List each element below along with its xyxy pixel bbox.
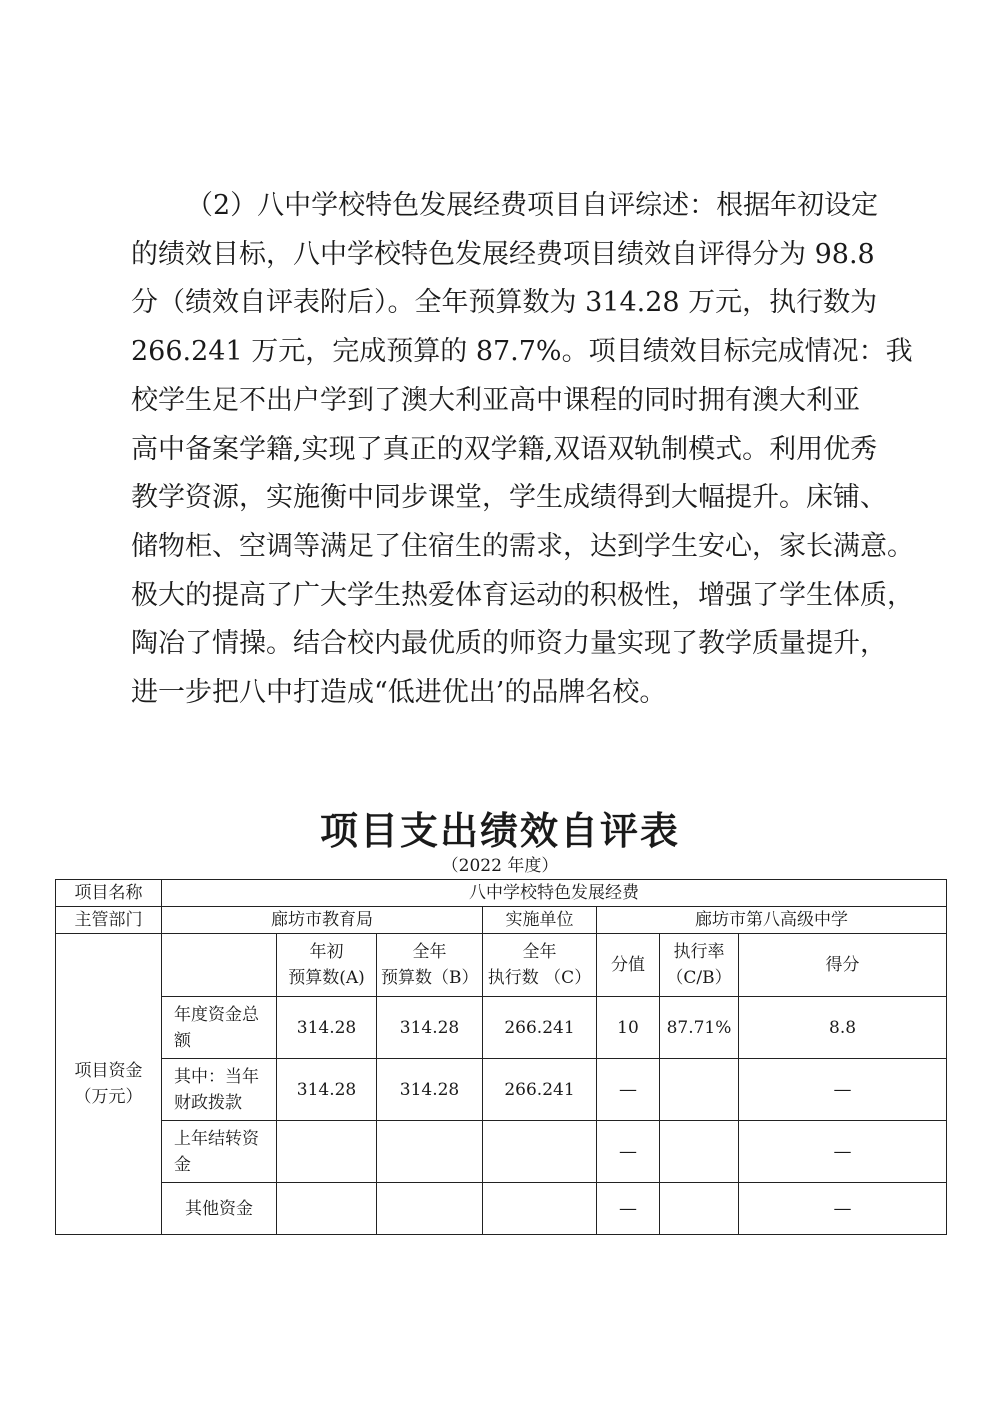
row-label-line: 财政拨款 (174, 1092, 242, 1113)
impl-label: 实施单位 (483, 907, 597, 934)
header-b-line: 全年 (412, 942, 447, 962)
project-name-label: 项目名称 (56, 880, 162, 907)
funds-label (56, 934, 162, 1235)
paragraph-line: 分（绩效自评表附后）。全年预算数为 314.28 万元，执行数为 (131, 287, 878, 319)
cell-c (483, 1121, 597, 1183)
paragraph-line: 266.241 万元，完成预算的 87.7%。项目绩效目标完成情况：我 (131, 336, 913, 368)
cell-a: 314.28 (277, 1059, 377, 1121)
header-c-line: 执行数 （C） (487, 968, 592, 988)
row-label (162, 1059, 277, 1121)
row-label-line: 年度资金总 (174, 1004, 259, 1025)
header-score: 得分 (739, 934, 947, 997)
project-name-value: 八中学校特色发展经费 (162, 880, 947, 907)
table-row (56, 1121, 947, 1183)
paragraph-line: （2）八中学校特色发展经费项目自评综述：根据年初设定 (186, 190, 879, 221)
summary-paragraph (131, 182, 914, 718)
paragraph-line: 陶冶了情操。结合校内最优质的师资力量实现了教学质量提升， (131, 628, 887, 660)
cell-value: — (597, 1183, 660, 1235)
row-label (162, 1183, 277, 1235)
row-label-line: 额 (174, 1030, 191, 1051)
paragraph-line: 储物柜、空调等满足了住宿生的需求，达到学生安心，家长满意。 (131, 530, 914, 562)
cell-rate (660, 1183, 739, 1235)
header-a-line: 年初 (309, 942, 344, 962)
dept-label: 主管部门 (56, 907, 162, 934)
cell-score: — (739, 1183, 947, 1235)
self-evaluation-table (55, 879, 947, 1235)
paragraph-line: 高中备案学籍,实现了真正的双学籍,双语双轨制模式。利用优秀 (131, 433, 878, 465)
header-score-value: 分值 (597, 934, 660, 997)
cell-rate (660, 1121, 739, 1183)
row-label-line: 其中：当年 (174, 1066, 259, 1087)
cell-a (277, 1183, 377, 1235)
paragraph-line: 极大的提高了广大学生热爱体育运动的积极性，增强了学生体质， (131, 579, 914, 611)
dept-value: 廊坊市教育局 (162, 907, 483, 934)
cell-value: — (597, 1121, 660, 1183)
cell-rate (660, 1059, 739, 1121)
funds-label-line: 项目资金 (74, 1061, 143, 1081)
header-c-line: 全年 (522, 942, 557, 962)
header-rate-line: 执行率 (673, 942, 725, 962)
cell-score: — (739, 1121, 947, 1183)
cell-c: 266.241 (483, 997, 597, 1059)
header-a (277, 934, 377, 997)
cell-score: 8.8 (739, 997, 947, 1059)
cell-b (377, 1183, 483, 1235)
paragraph-line: 校学生足不出户学到了澳大利亚高中课程的同时拥有澳大利亚 (131, 384, 860, 416)
header-a-line: 预算数(A) (288, 968, 365, 988)
cell-score: — (739, 1059, 947, 1121)
cell-value: — (597, 1059, 660, 1121)
paragraph-line: 进一步把八中打造成“低进优出’的品牌名校。 (131, 677, 667, 709)
table-header-row (56, 934, 947, 997)
empty-header-cell (162, 934, 277, 997)
table-year: （2022 年度） (441, 856, 559, 876)
header-rate-line: （C/B） (666, 968, 732, 988)
header-b-line: 预算数（B） (381, 968, 479, 988)
table-row (56, 1183, 947, 1235)
cell-value: 10 (597, 997, 660, 1059)
row-label-line: 其他资金 (185, 1198, 253, 1219)
impl-value: 廊坊市第八高级中学 (597, 907, 947, 934)
header-b (377, 934, 483, 997)
row-label-line: 金 (174, 1154, 191, 1175)
header-c (483, 934, 597, 997)
row-label-line: 上年结转资 (174, 1128, 259, 1149)
table-row (56, 907, 947, 934)
header-rate (660, 934, 739, 997)
row-label (162, 1121, 277, 1183)
cell-b (377, 1121, 483, 1183)
cell-b: 314.28 (377, 997, 483, 1059)
table-row (56, 1059, 947, 1121)
cell-rate: 87.71% (660, 997, 739, 1059)
cell-c (483, 1183, 597, 1235)
cell-a (277, 1121, 377, 1183)
row-label (162, 997, 277, 1059)
paragraph-line: 教学资源，实施衡中同步课堂，学生成绩得到大幅提升。床铺、 (131, 482, 887, 514)
paragraph-line: 的绩效目标，八中学校特色发展经费项目绩效自评得分为 98.8 (131, 238, 875, 270)
cell-a: 314.28 (277, 997, 377, 1059)
table-row (56, 880, 947, 907)
cell-b: 314.28 (377, 1059, 483, 1121)
table-title: 项目支出绩效自评表 (319, 808, 680, 853)
cell-c: 266.241 (483, 1059, 597, 1121)
funds-label-unit: （万元） (74, 1087, 143, 1107)
table-row (56, 997, 947, 1059)
